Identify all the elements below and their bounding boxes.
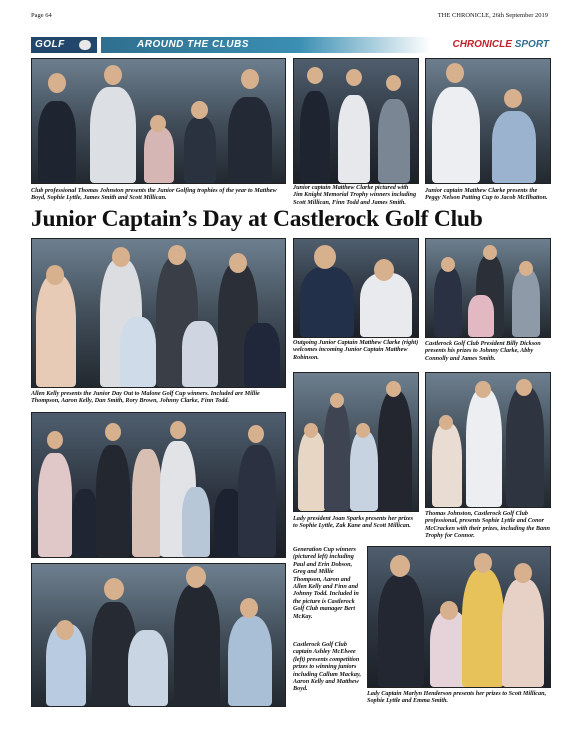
caption-junior-captain-handover: Outgoing Junior Captain Matthew Clarke (right) welcomes incoming Junior Captain Matthew Robinson. [293,339,419,361]
around-the-clubs-tab [101,37,431,53]
caption-malone-golf-cup: Allen Kelly presents the Junior Day Out to Malone Golf Cup winners. Included are Millie Thompson, Aaron Kelly, Dan Smith, Rory Brown, Johnny Clarke, Finn Todd. [31,390,260,405]
caption-lady-president-prizes: Lady president Joan Sparks presents her prizes to Sophie Lyttle, Zak Kane and Scott Millican. [293,515,413,530]
photo-jim-knight-trophy [293,58,419,184]
caption-lady-captain-prizes: Lady Captain Marlyn Henderson presents her prizes to Scott Millican, Sophie Lyttle and Emma Smith. [367,690,547,705]
caption-jim-knight-trophy: Junior captain Matthew Clarke pictured with Jim Knight Memorial Trophy winners including Scott Millican, Finn Todd and James Smith. [293,184,417,206]
page-headline: Junior Captain’s Day at Castlerock Golf Club [31,206,483,232]
photo-lady-captain-prizes [367,546,551,688]
photo-junior-golfing-trophies [31,58,286,184]
photo-president-prizes [425,238,551,338]
golf-ball-icon [79,40,91,50]
golf-tab-label: GOLF [35,39,65,50]
caption-competition-prizes: Castlerock Golf Club captain Ashley McElwee (left) presents competition prizes to winning juniors including Callum Mackay, Aaron Kelly and Matthew Boyd. [293,641,362,693]
caption-bann-trophy: Thomas Johnston, Castlerock Golf Club professional, presents Sophie Lyttle and Conor McCracken with their prizes, including the Bann Trophy for Connor. [425,510,550,540]
photo-junior-captain-handover [293,238,419,338]
photo-lady-president-prizes [293,372,419,512]
caption-peggy-nelson-cup: Junior captain Matthew Clarke presents the Peggy Nelson Putting Cup to Jacob McIlhatton. [425,187,548,202]
photo-generation-cup [31,412,286,558]
caption-generation-cup: Generation Cup winners (pictured left) including Paul and Erin Dobson, Greg and Millie Thompson, Aaron and Allen Kelly and Finn and Johnny Todd. Included in the picture is Castlerock Golf Club manager Bert McKay. [293,546,359,620]
page-number: Page 64 [31,12,52,19]
brand-chronicle: CHRONICLE [452,39,512,50]
photo-bann-trophy [425,372,551,508]
section-bar [31,37,549,53]
issue-line: THE CHRONICLE, 26th September 2019 [437,12,548,19]
photo-competition-prizes [31,563,286,707]
chronicle-sport-logo [452,38,549,52]
photo-malone-golf-cup [31,238,286,388]
photo-peggy-nelson-cup [425,58,551,184]
around-tab-label: AROUND THE CLUBS [137,39,249,50]
caption-president-prizes: Castlerock Golf Club President Billy Dickson presents his prizes to Johnny Clarke, Abby Connolly and James Smith. [425,340,541,362]
brand-sport: SPORT [514,39,549,50]
caption-junior-golfing-trophies: Club professional Thomas Johnston presents the Junior Golfing trophies of the year to Matthew Boyd, Sophie Lyttle, James Smith and Scott Millican. [31,187,277,202]
